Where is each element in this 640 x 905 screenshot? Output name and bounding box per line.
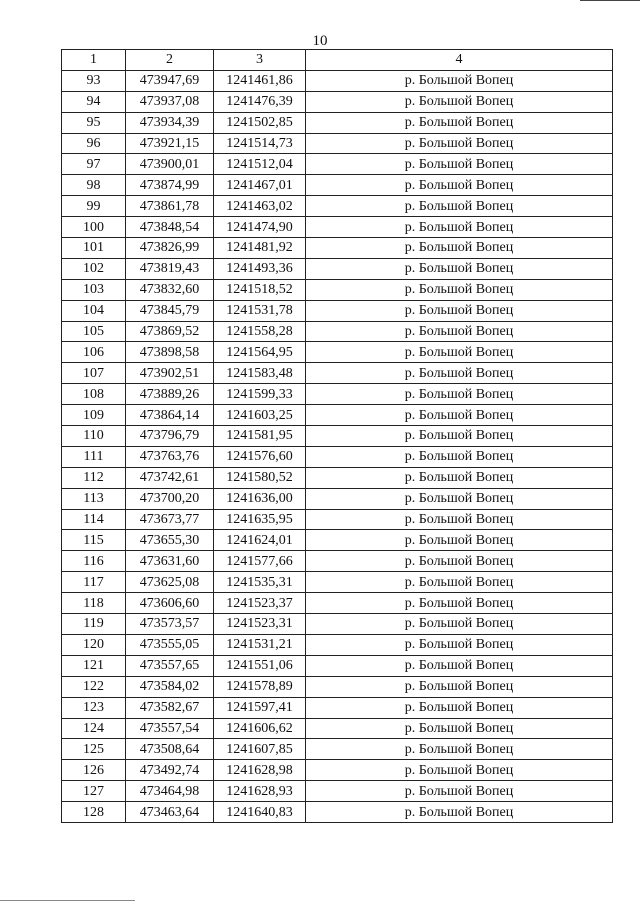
table-row (62, 384, 613, 405)
x-coordinate-cell: 473557,65 (126, 655, 214, 676)
description-cell: р. Большой Вопец (306, 488, 613, 509)
table-row (62, 363, 613, 384)
point-number-cell: 107 (62, 363, 126, 384)
point-number-cell: 121 (62, 655, 126, 676)
description-cell: р. Большой Вопец (306, 112, 613, 133)
x-coordinate-cell: 473464,98 (126, 781, 214, 802)
description-cell: р. Большой Вопец (306, 238, 613, 259)
table-row (62, 530, 613, 551)
table-row (62, 196, 613, 217)
x-coordinate-cell: 473864,14 (126, 405, 214, 426)
x-coordinate-cell: 473832,60 (126, 279, 214, 300)
scan-artifact-top (580, 0, 640, 1)
y-coordinate-cell: 1241576,60 (214, 446, 306, 467)
y-coordinate-cell: 1241603,25 (214, 405, 306, 426)
description-cell: р. Большой Вопец (306, 426, 613, 447)
point-number-cell: 124 (62, 718, 126, 739)
y-coordinate-cell: 1241531,21 (214, 634, 306, 655)
point-number-cell: 99 (62, 196, 126, 217)
description-cell: р. Большой Вопец (306, 70, 613, 91)
y-coordinate-cell: 1241493,36 (214, 258, 306, 279)
x-coordinate-cell: 473582,67 (126, 697, 214, 718)
y-coordinate-cell: 1241514,73 (214, 133, 306, 154)
point-number-cell: 112 (62, 467, 126, 488)
x-coordinate-cell: 473508,64 (126, 739, 214, 760)
table-row (62, 488, 613, 509)
table-row (62, 258, 613, 279)
table-row (62, 760, 613, 781)
x-coordinate-cell: 473898,58 (126, 342, 214, 363)
y-coordinate-cell: 1241607,85 (214, 739, 306, 760)
x-coordinate-cell: 473557,54 (126, 718, 214, 739)
description-cell: р. Большой Вопец (306, 718, 613, 739)
y-coordinate-cell: 1241512,04 (214, 154, 306, 175)
table-row (62, 781, 613, 802)
point-number-cell: 120 (62, 634, 126, 655)
point-number-cell: 125 (62, 739, 126, 760)
description-cell: р. Большой Вопец (306, 530, 613, 551)
table-row (62, 70, 613, 91)
x-coordinate-cell: 473573,57 (126, 614, 214, 635)
point-number-cell: 98 (62, 175, 126, 196)
x-coordinate-cell: 473921,15 (126, 133, 214, 154)
table-row (62, 593, 613, 614)
x-coordinate-cell: 473655,30 (126, 530, 214, 551)
y-coordinate-cell: 1241578,89 (214, 676, 306, 697)
x-coordinate-cell: 473584,02 (126, 676, 214, 697)
x-coordinate-cell: 473492,74 (126, 760, 214, 781)
table-row (62, 655, 613, 676)
description-cell: р. Большой Вопец (306, 572, 613, 593)
y-coordinate-cell: 1241531,78 (214, 300, 306, 321)
y-coordinate-cell: 1241502,85 (214, 112, 306, 133)
table-row (62, 279, 613, 300)
point-number-cell: 111 (62, 446, 126, 467)
y-coordinate-cell: 1241463,02 (214, 196, 306, 217)
description-cell: р. Большой Вопец (306, 509, 613, 530)
y-coordinate-cell: 1241564,95 (214, 342, 306, 363)
point-number-cell: 110 (62, 426, 126, 447)
x-coordinate-cell: 473673,77 (126, 509, 214, 530)
point-number-cell: 113 (62, 488, 126, 509)
table-body (62, 70, 613, 822)
point-number-cell: 96 (62, 133, 126, 154)
description-cell: р. Большой Вопец (306, 634, 613, 655)
column-header-1: 1 (62, 50, 126, 71)
y-coordinate-cell: 1241535,31 (214, 572, 306, 593)
y-coordinate-cell: 1241461,86 (214, 70, 306, 91)
description-cell: р. Большой Вопец (306, 551, 613, 572)
description-cell: р. Большой Вопец (306, 363, 613, 384)
column-header-3: 3 (214, 50, 306, 71)
point-number-cell: 114 (62, 509, 126, 530)
y-coordinate-cell: 1241628,98 (214, 760, 306, 781)
point-number-cell: 93 (62, 70, 126, 91)
table-row (62, 217, 613, 238)
x-coordinate-cell: 473625,08 (126, 572, 214, 593)
table-row (62, 133, 613, 154)
description-cell: р. Большой Вопец (306, 217, 613, 238)
table-row (62, 175, 613, 196)
description-cell: р. Большой Вопец (306, 175, 613, 196)
y-coordinate-cell: 1241577,66 (214, 551, 306, 572)
table-row (62, 551, 613, 572)
point-number-cell: 116 (62, 551, 126, 572)
table-row (62, 509, 613, 530)
table-header-row (62, 50, 613, 71)
table-row (62, 467, 613, 488)
x-coordinate-cell: 473742,61 (126, 467, 214, 488)
description-cell: р. Большой Вопец (306, 91, 613, 112)
page-number: 10 (312, 33, 328, 49)
x-coordinate-cell: 473947,69 (126, 70, 214, 91)
table-row (62, 572, 613, 593)
point-number-cell: 103 (62, 279, 126, 300)
table-row (62, 342, 613, 363)
x-coordinate-cell: 473869,52 (126, 321, 214, 342)
description-cell: р. Большой Вопец (306, 467, 613, 488)
y-coordinate-cell: 1241636,00 (214, 488, 306, 509)
point-number-cell: 128 (62, 802, 126, 823)
description-cell: р. Большой Вопец (306, 697, 613, 718)
y-coordinate-cell: 1241518,52 (214, 279, 306, 300)
y-coordinate-cell: 1241640,83 (214, 802, 306, 823)
x-coordinate-cell: 473819,43 (126, 258, 214, 279)
x-coordinate-cell: 473826,99 (126, 238, 214, 259)
table-row (62, 426, 613, 447)
y-coordinate-cell: 1241628,93 (214, 781, 306, 802)
description-cell: р. Большой Вопец (306, 676, 613, 697)
x-coordinate-cell: 473555,05 (126, 634, 214, 655)
table-row (62, 634, 613, 655)
point-number-cell: 119 (62, 614, 126, 635)
point-number-cell: 126 (62, 760, 126, 781)
table-row (62, 405, 613, 426)
y-coordinate-cell: 1241523,37 (214, 593, 306, 614)
point-number-cell: 127 (62, 781, 126, 802)
x-coordinate-cell: 473900,01 (126, 154, 214, 175)
y-coordinate-cell: 1241481,92 (214, 238, 306, 259)
description-cell: р. Большой Вопец (306, 196, 613, 217)
x-coordinate-cell: 473631,60 (126, 551, 214, 572)
scan-artifact-bottom (0, 900, 135, 901)
x-coordinate-cell: 473934,39 (126, 112, 214, 133)
coordinates-table (61, 49, 613, 823)
x-coordinate-cell: 473874,99 (126, 175, 214, 196)
x-coordinate-cell: 473937,08 (126, 91, 214, 112)
y-coordinate-cell: 1241467,01 (214, 175, 306, 196)
y-coordinate-cell: 1241580,52 (214, 467, 306, 488)
y-coordinate-cell: 1241523,31 (214, 614, 306, 635)
table-row (62, 718, 613, 739)
table-row (62, 112, 613, 133)
description-cell: р. Большой Вопец (306, 802, 613, 823)
y-coordinate-cell: 1241583,48 (214, 363, 306, 384)
description-cell: р. Большой Вопец (306, 593, 613, 614)
description-cell: р. Большой Вопец (306, 446, 613, 467)
point-number-cell: 94 (62, 91, 126, 112)
x-coordinate-cell: 473796,79 (126, 426, 214, 447)
table-row (62, 802, 613, 823)
description-cell: р. Большой Вопец (306, 739, 613, 760)
description-cell: р. Большой Вопец (306, 781, 613, 802)
table-row (62, 300, 613, 321)
description-cell: р. Большой Вопец (306, 760, 613, 781)
y-coordinate-cell: 1241581,95 (214, 426, 306, 447)
y-coordinate-cell: 1241606,62 (214, 718, 306, 739)
description-cell: р. Большой Вопец (306, 655, 613, 676)
x-coordinate-cell: 473700,20 (126, 488, 214, 509)
point-number-cell: 106 (62, 342, 126, 363)
point-number-cell: 118 (62, 593, 126, 614)
table-row (62, 238, 613, 259)
y-coordinate-cell: 1241551,06 (214, 655, 306, 676)
point-number-cell: 102 (62, 258, 126, 279)
point-number-cell: 108 (62, 384, 126, 405)
description-cell: р. Большой Вопец (306, 279, 613, 300)
x-coordinate-cell: 473845,79 (126, 300, 214, 321)
point-number-cell: 123 (62, 697, 126, 718)
table-row (62, 154, 613, 175)
description-cell: р. Большой Вопец (306, 133, 613, 154)
table-row (62, 739, 613, 760)
column-header-4: 4 (306, 50, 613, 71)
point-number-cell: 115 (62, 530, 126, 551)
description-cell: р. Большой Вопец (306, 405, 613, 426)
x-coordinate-cell: 473861,78 (126, 196, 214, 217)
table-row (62, 614, 613, 635)
x-coordinate-cell: 473889,26 (126, 384, 214, 405)
point-number-cell: 122 (62, 676, 126, 697)
table-row (62, 321, 613, 342)
description-cell: р. Большой Вопец (306, 321, 613, 342)
point-number-cell: 101 (62, 238, 126, 259)
y-coordinate-cell: 1241635,95 (214, 509, 306, 530)
x-coordinate-cell: 473902,51 (126, 363, 214, 384)
y-coordinate-cell: 1241599,33 (214, 384, 306, 405)
x-coordinate-cell: 473848,54 (126, 217, 214, 238)
table-row (62, 91, 613, 112)
y-coordinate-cell: 1241474,90 (214, 217, 306, 238)
table-row (62, 446, 613, 467)
x-coordinate-cell: 473463,64 (126, 802, 214, 823)
y-coordinate-cell: 1241558,28 (214, 321, 306, 342)
x-coordinate-cell: 473606,60 (126, 593, 214, 614)
x-coordinate-cell: 473763,76 (126, 446, 214, 467)
y-coordinate-cell: 1241476,39 (214, 91, 306, 112)
y-coordinate-cell: 1241624,01 (214, 530, 306, 551)
point-number-cell: 104 (62, 300, 126, 321)
description-cell: р. Большой Вопец (306, 384, 613, 405)
point-number-cell: 100 (62, 217, 126, 238)
description-cell: р. Большой Вопец (306, 300, 613, 321)
description-cell: р. Большой Вопец (306, 342, 613, 363)
description-cell: р. Большой Вопец (306, 614, 613, 635)
table-row (62, 697, 613, 718)
description-cell: р. Большой Вопец (306, 154, 613, 175)
column-header-2: 2 (126, 50, 214, 71)
y-coordinate-cell: 1241597,41 (214, 697, 306, 718)
point-number-cell: 95 (62, 112, 126, 133)
point-number-cell: 117 (62, 572, 126, 593)
point-number-cell: 105 (62, 321, 126, 342)
point-number-cell: 109 (62, 405, 126, 426)
point-number-cell: 97 (62, 154, 126, 175)
description-cell: р. Большой Вопец (306, 258, 613, 279)
table-row (62, 676, 613, 697)
